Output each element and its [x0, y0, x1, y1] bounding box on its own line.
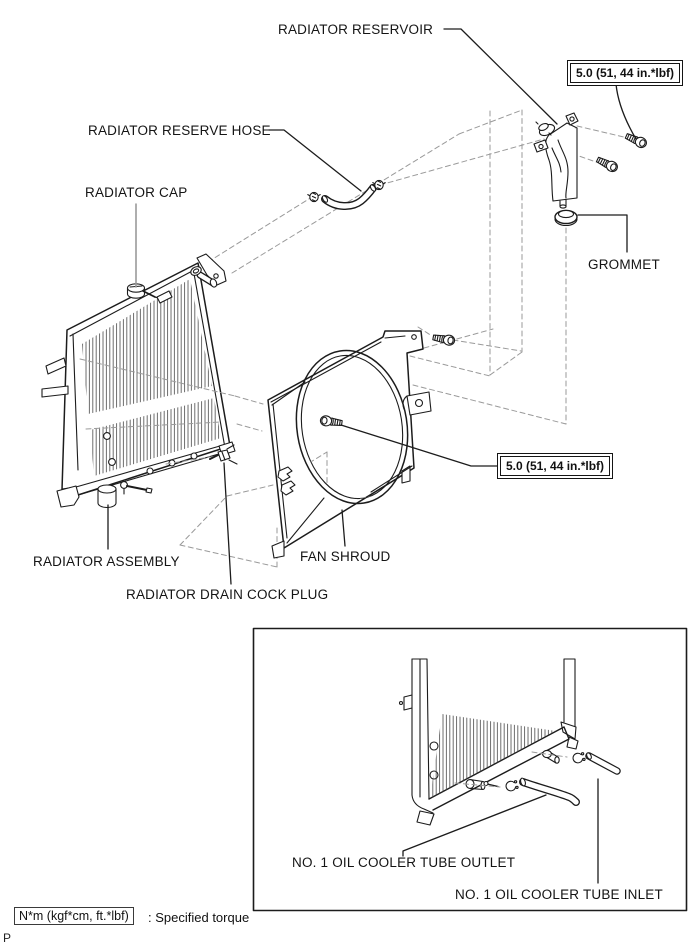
label-radiator-drain-cock-plug: RADIATOR DRAIN COCK PLUG [126, 587, 329, 602]
torque-spec-box-reservoir: 5.0 (51, 44 in.*lbf) [570, 63, 680, 83]
label-fan-shroud: FAN SHROUD [300, 549, 391, 564]
oil-cooler-inlet-fitting [543, 750, 560, 763]
legend-torque-symbol: N*m (kgf*cm, ft.*lbf) [14, 907, 134, 925]
radiator-outlet-pipe [98, 485, 116, 508]
torque-spec-box-fan-shroud: 5.0 (51, 44 in.*lbf) [500, 456, 610, 476]
radiator-side-pin [42, 386, 68, 397]
oil-cooler-tube-outlet-part [520, 778, 576, 802]
fan-shroud-bolt-icon [432, 332, 455, 346]
tube-clip-icon [573, 753, 585, 763]
label-radiator-assembly: RADIATOR ASSEMBLY [33, 554, 180, 569]
label-oil-cooler-tube-outlet: NO. 1 OIL COOLER TUBE OUTLET [292, 855, 516, 870]
label-oil-cooler-tube-inlet: NO. 1 OIL COOLER TUBE INLET [455, 887, 663, 902]
oil-cooler-outlet-fitting [466, 780, 498, 790]
label-radiator-cap: RADIATOR CAP [85, 185, 188, 200]
radiator-reservoir-drawing [534, 113, 578, 208]
label-radiator-reserve-hose: RADIATOR RESERVE HOSE [88, 123, 271, 138]
tube-clip-icon [506, 781, 518, 791]
legend-caption: : Specified torque [148, 910, 250, 925]
label-radiator-reservoir: RADIATOR RESERVOIR [278, 22, 434, 37]
radiator-side-tab [46, 358, 66, 374]
hose-clamp-icon [308, 192, 320, 201]
oil-cooler-tube-inlet-part [586, 752, 617, 771]
radiator-assembly-drawing [42, 254, 235, 508]
reservoir-bolt-icon [595, 155, 619, 173]
fan-shroud-drawing [268, 331, 431, 558]
page-marker: P [3, 931, 12, 945]
grommet-drawing [555, 210, 577, 225]
reservoir-bolt-icon [624, 131, 648, 149]
label-grommet: GROMMET [588, 257, 660, 272]
radiator-foot [57, 486, 79, 507]
radiator-drain-cock [121, 482, 152, 494]
